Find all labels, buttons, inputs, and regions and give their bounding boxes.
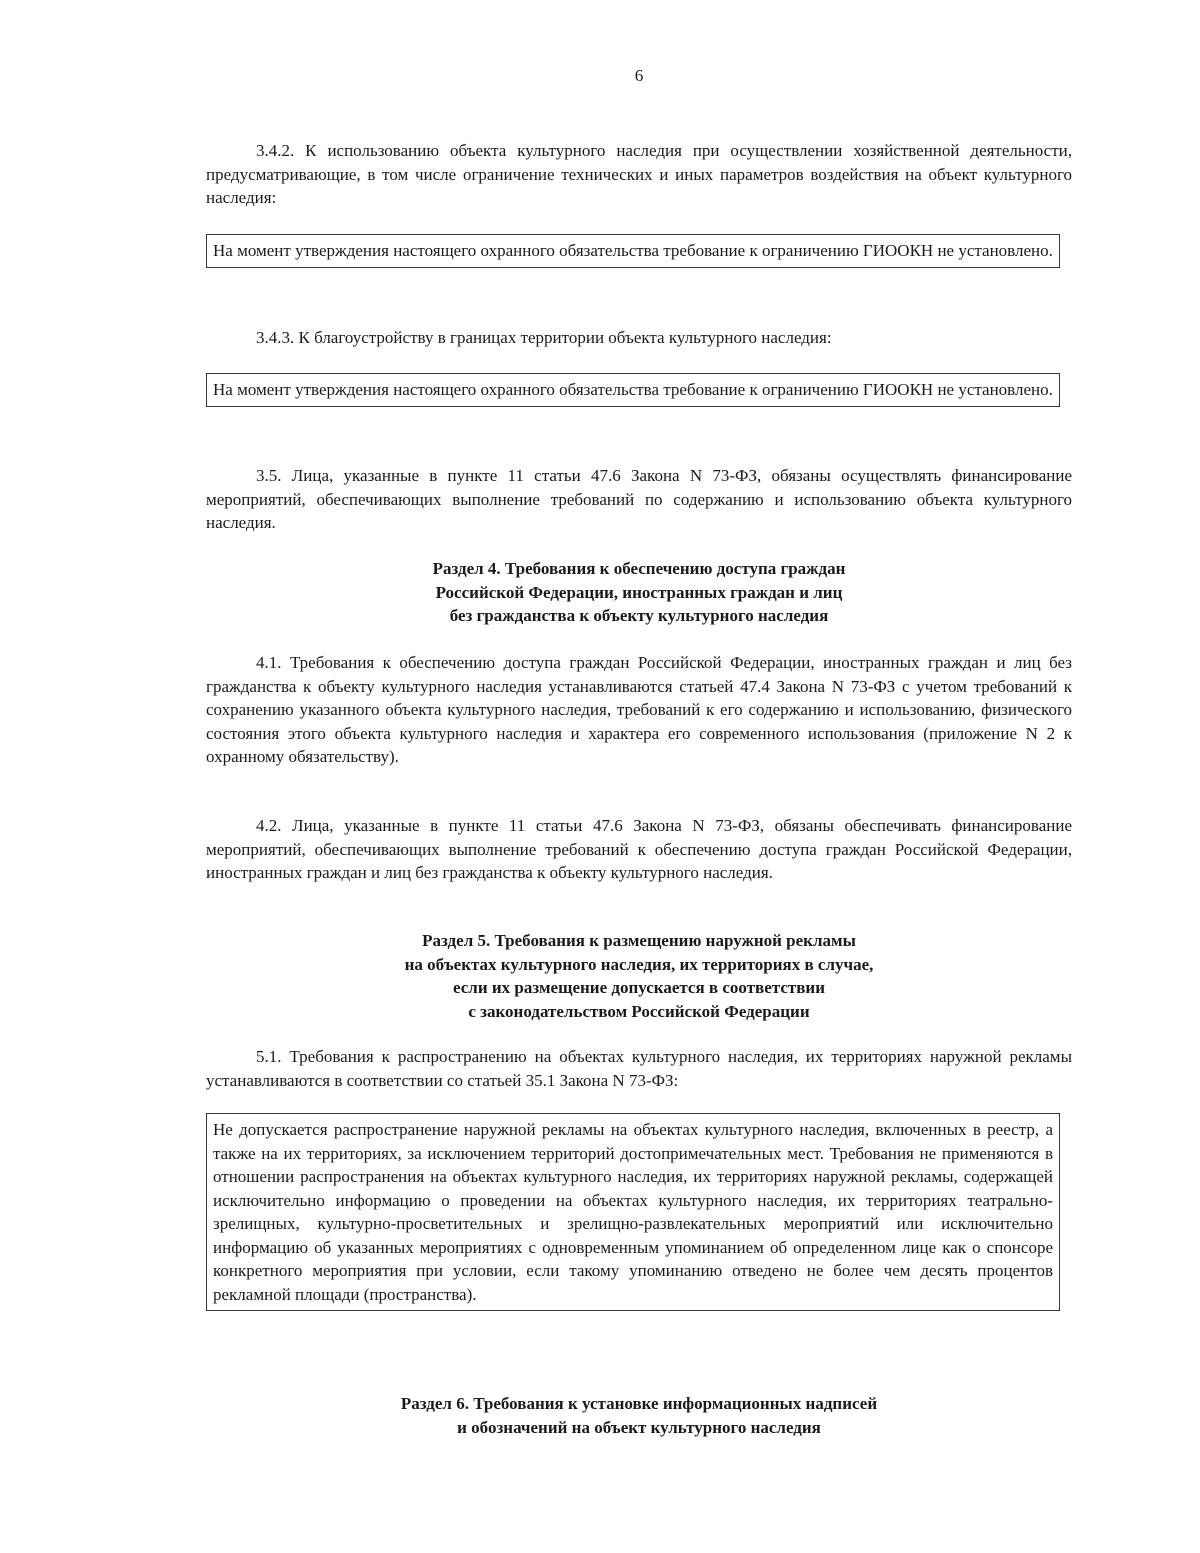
heading-line: без гражданства к объекту культурного наследия [449, 606, 829, 625]
heading-line: с законодательством Российской Федерации [468, 1001, 810, 1021]
heading-line: и обозначений на объект культурного наследия [457, 1417, 821, 1437]
paragraph-4-1 [206, 651, 1072, 769]
paragraph-4-2 [206, 814, 1072, 885]
paragraph-3-4-3 [206, 326, 1072, 350]
section-6-heading [206, 1392, 1072, 1439]
heading-line: Раздел 4. Требования к обеспечению доступа граждан [432, 559, 846, 578]
paragraph-3-5 [206, 464, 1072, 535]
paragraph-5-1 [206, 1045, 1072, 1092]
heading-line: если их размещение допускается в соответствии [453, 978, 825, 997]
paragraph-text: 5.1. Требования к распространению на объектах культурного наследия, их территориях наружной рекламы устанавливаются в соответствии со статьей 35.1 Закона N 73-ФЗ: [206, 1047, 1072, 1090]
paragraph-text: 4.1. Требования к обеспечению доступа граждан Российской Федерации, иностранных граждан и лиц без гражданства к объекту культурного наследия устанавливаются статьей 47.4 Закона N 73-ФЗ с учетом требований к сохранению указанного объекта культурного наследия, требований к его содержанию и использованию, физического состояния этого объекта культурного наследия и характера его современного использования (приложение N 2 к охранному обязательству). [206, 653, 1072, 766]
page-number: 6 [634, 66, 644, 85]
heading-line: Раздел 6. Требования к установке информационных надписей [400, 1394, 878, 1413]
heading-line: Раздел 5. Требования к размещению наружной рекламы [422, 931, 856, 950]
requirement-box-3: Не допускается распространение наружной рекламы на объектах культурного наследия, включенных в реестр, а также на их территориях, за исключением территорий достопримечательных мест. Требования не применяются в отношении распространения на объектах культурного наследия, их территориях наружной рекламы, содержащей исключительно информацию о проведении на объектах культурного наследия, их территориях театрально-зрелищных, культурно-просветительных и зрелищно-развлекательных мероприятий или исключительно информацию об указанных мероприятиях с одновременным упоминанием об определенном лице как о спонсоре конкретного мероприятия при условии, если такому упоминанию отведено не более чем десять процентов рекламной площади (пространства). [206, 1113, 1060, 1311]
paragraph-text: 3.4.2. К использованию объекта культурного наследия при осуществлении хозяйственной деятельности, предусматривающие, в том числе ограничение технических и иных параметров воздействия на объект культурного наследия: [206, 141, 1072, 207]
paragraph-text: 4.2. Лица, указанные в пункте 11 статьи 47.6 Закона N 73-ФЗ, обязаны обеспечивать финансирование мероприятий, обеспечивающих выполнение требований к обеспечению доступа граждан Российской Федерации, иностранных граждан и лиц без гражданства к объекту культурного наследия. [206, 816, 1072, 882]
section-4-heading [206, 557, 1072, 628]
section-5-heading [206, 929, 1072, 1023]
paragraph-3-4-2 [206, 139, 1072, 210]
paragraph-text: 3.5. Лица, указанные в пункте 11 статьи 47.6 Закона N 73-ФЗ, обязаны осуществлять финансирование мероприятий, обеспечивающих выполнение требований по содержанию и использованию объекта культурного наследия. [206, 466, 1072, 532]
heading-line: Российской Федерации, иностранных граждан и лиц [435, 582, 843, 602]
requirement-box-1: На момент утверждения настоящего охранного обязательства требование к ограничению ГИООКН не установлено. [206, 234, 1060, 268]
requirement-box-2: На момент утверждения настоящего охранного обязательства требование к ограничению ГИООКН не установлено. [206, 373, 1060, 407]
heading-line: на объектах культурного наследия, их территориях в случае, [404, 954, 874, 974]
paragraph-text: 3.4.3. К благоустройству в границах территории объекта культурного наследия: [256, 328, 832, 347]
